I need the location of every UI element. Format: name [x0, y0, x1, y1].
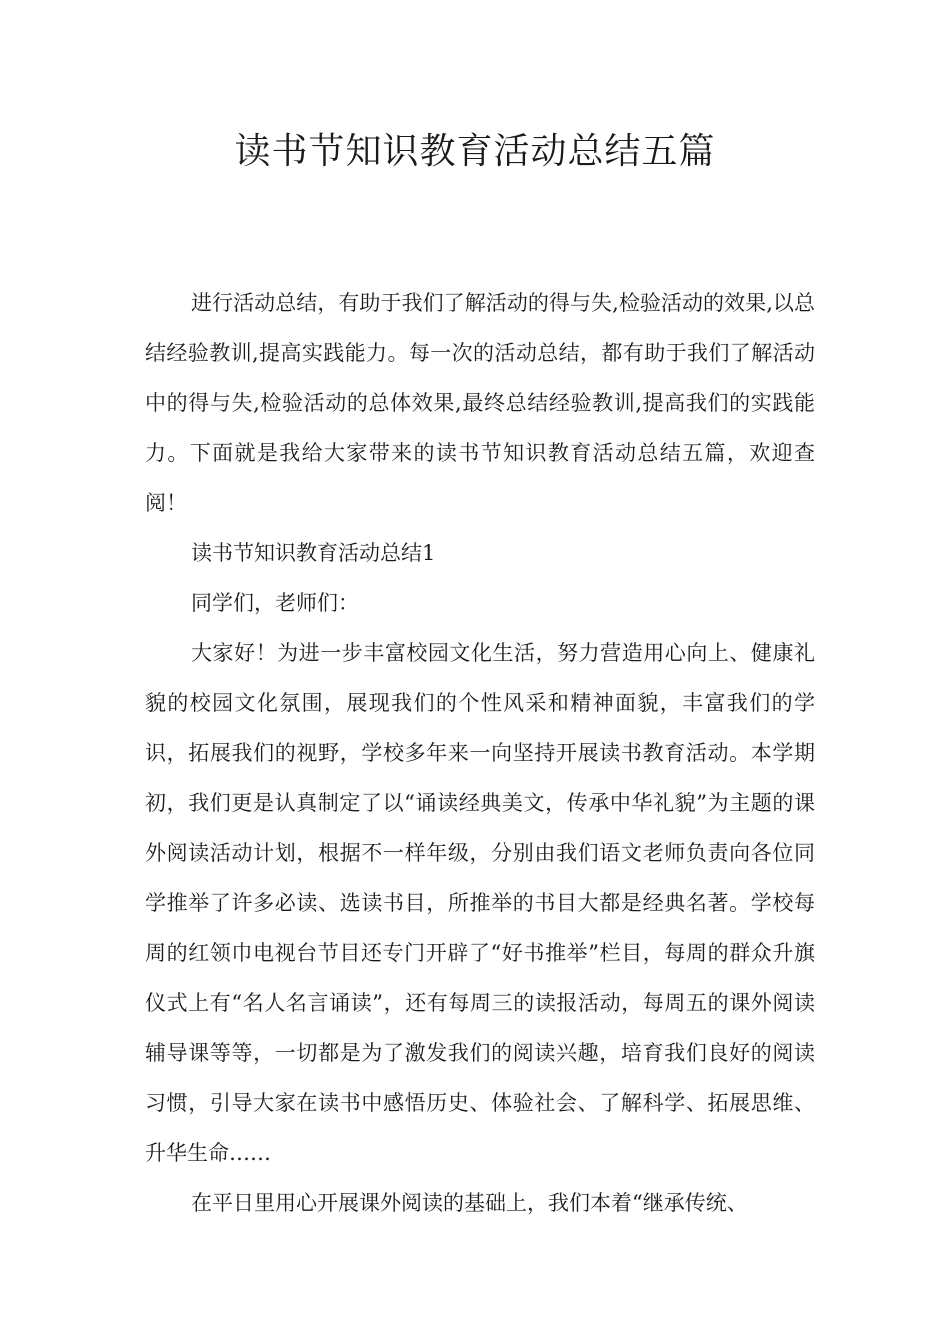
- document-body: [145, 278, 815, 1228]
- body-paragraph-continued: 在平日里用心开展课外阅读的基础上，我们本着“继承传统、: [191, 1191, 748, 1215]
- intro-paragraph: 进行活动总结，有助于我们了解活动的得与失,检验活动的效果,以总结经验教训,提高实践能力。每一次的活动总结，都有助于我们了解活动中的得与失,检验活动的总体效果,最终总结经验教训,提高我们的实践能力。下面就是我给大家带来的读书节知识教育活动总结五篇，欢迎查阅！: [145, 291, 815, 515]
- section-heading: 读书节知识教育活动总结1: [191, 541, 436, 565]
- salutation-paragraph: 同学们，老师们：: [191, 591, 359, 615]
- document-title: 读书节知识教育活动总结五篇: [234, 131, 716, 172]
- body-paragraph: 大家好！为进一步丰富校园文化生活，努力营造用心向上、健康礼貌的校园文化氛围，展现我们的个性风采和精神面貌，丰富我们的学识，拓展我们的视野，学校多年来一向坚持开展读书教育活动。本学期初，我们更是认真制定了以“诵读经典美文，传承中华礼貌”为主题的课外阅读活动计划，根据不一样年级，分别由我们语文老师负责向各位同学推举了许多必读、选读书目，所推举的书目大都是经典名著。学校每周的红领巾电视台节目还专门开辟了“好书推举”栏目，每周的群众升旗仪式上有“名人名言诵读”，还有每周三的读报活动，每周五的课外阅读辅导课等等，一切都是为了激发我们的阅读兴趣，培育我们良好的阅读习惯，引导大家在读书中感悟历史、体验社会、了解科学、拓展思维、升华生命……: [145, 641, 815, 1165]
